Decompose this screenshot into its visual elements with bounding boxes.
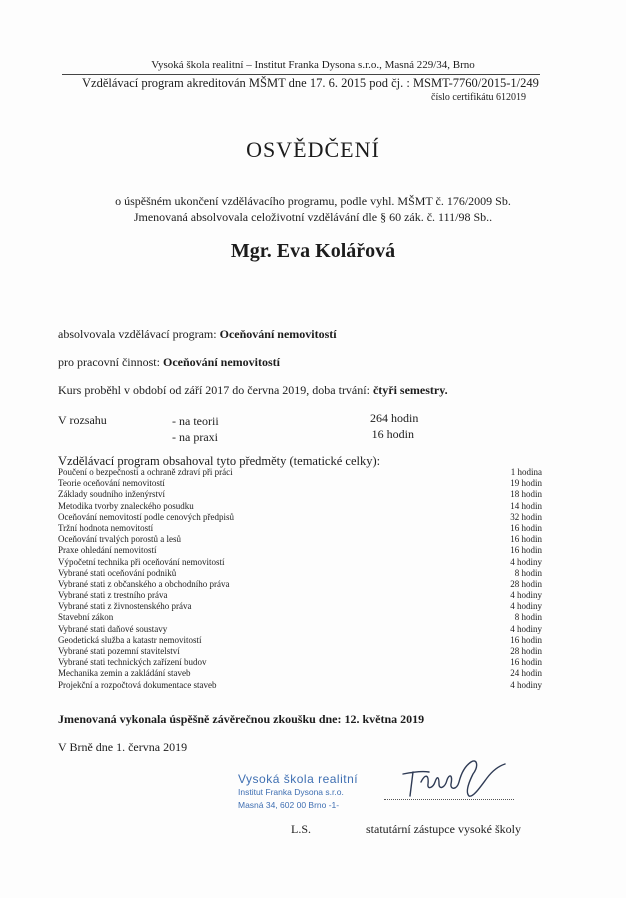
theory-label: - na teorii <box>172 414 219 428</box>
subject-name: Vybrané stati oceňování podniků <box>58 567 177 578</box>
course-duration: čtyři semestry. <box>372 383 448 397</box>
activity-line <box>58 355 280 370</box>
subject-name: Vybrané stati pozemní stavitelství <box>58 646 180 656</box>
subject-name: Poučení o bezpečnosti a ochraně zdraví při práci <box>58 467 233 477</box>
subject-row <box>58 568 542 579</box>
subjects-header: Vzdělávací program obsahoval tyto předměty (tematické celky): <box>58 454 381 468</box>
practice-hours: 16 hodin <box>371 427 414 441</box>
header-rule <box>62 74 540 75</box>
course-line <box>58 383 448 398</box>
subject-hours: 16 hodin <box>510 545 542 556</box>
subject-row <box>58 512 542 523</box>
subject-name: Vybrané stati z občanského a obchodního práva <box>58 578 230 589</box>
subject-hours: 4 hodiny <box>510 556 542 567</box>
subject-row <box>58 590 542 601</box>
certificate-number: číslo certifikátu 612019 <box>431 92 526 103</box>
subject-row <box>58 478 542 489</box>
institution-header: Vysoká škola realitní – Institut Franka Dysona s.r.o., Masná 229/34, Brno <box>151 59 475 71</box>
subjects-list <box>58 467 542 691</box>
subject-hours: 16 hodin <box>510 522 542 533</box>
recipient-name: Mgr. Eva Kolářová <box>230 240 396 262</box>
issue-date: V Brně dne 1. června 2019 <box>58 740 188 754</box>
subject-row <box>58 657 542 668</box>
subject-hours: 8 hodin <box>514 612 542 623</box>
subject-row <box>58 601 542 612</box>
signature-line <box>384 799 514 800</box>
activity-label: pro pracovní činnost: <box>58 355 163 369</box>
subject-name: Metodika tvorby znaleckého posudku <box>58 500 194 511</box>
subject-name: Výpočetní technika při oceňování nemovitostí <box>58 556 225 567</box>
ls-mark: L.S. <box>291 822 312 836</box>
subject-hours: 16 hodin <box>510 657 542 668</box>
subject-name: Vybrané stati daňové soustavy <box>58 623 168 634</box>
stamp-line-2: Institut Franka Dysona s.r.o. <box>238 787 344 797</box>
intro-line-1: o úspěšném ukončení vzdělávacího programu, podle vyhl. MŠMT č. 176/2009 Sb. <box>115 194 511 208</box>
subject-hours: 14 hodin <box>510 500 542 511</box>
subject-name: Stavební zákon <box>58 612 114 623</box>
subject-hours: 1 hodina <box>510 467 542 477</box>
subject-name: Praxe ohledání nemovitostí <box>58 545 157 556</box>
subject-hours: 16 hodin <box>510 534 542 545</box>
subject-name: Vybrané stati technických zařízení budov <box>58 657 207 668</box>
subject-name: Geodetická služba a katastr nemovitostí <box>58 634 202 645</box>
program-value: Oceňování nemovitostí <box>219 327 337 341</box>
subject-hours: 4 hodiny <box>510 679 542 690</box>
subject-row <box>58 545 542 556</box>
subject-row <box>58 668 542 679</box>
subject-row <box>58 523 542 534</box>
exam-label: Jmenovaná vykonala úspěšně závěrečnou zkoušku dne: <box>58 712 345 726</box>
intro-line-2: Jmenovaná absolvovala celoživotní vzdělávání dle § 60 zák. č. 111/98 Sb.. <box>133 210 493 224</box>
course-label: Kurs proběhl v období od září 2017 do června 2019, doba trvání: <box>58 383 373 397</box>
subject-hours: 18 hodin <box>510 489 542 500</box>
activity-value: Oceňování nemovitostí <box>162 355 280 369</box>
subject-name: Vybrané stati z živnostenského práva <box>58 601 192 612</box>
subject-hours: 32 hodin <box>510 511 542 522</box>
subject-row <box>58 489 542 500</box>
subject-name: Oceňování nemovitostí podle cenových předpisů <box>58 511 234 522</box>
subject-hours: 24 hodin <box>510 668 542 679</box>
subject-row <box>58 467 542 478</box>
handwritten-signature <box>395 752 515 800</box>
practice-label: - na praxi <box>172 430 218 444</box>
program-label: absolvovala vzdělávací program: <box>58 327 220 341</box>
stamp-line-1: Vysoká škola realitní <box>238 772 359 786</box>
stamp-line-3: Masná 34, 602 00 Brno -1- <box>238 800 340 810</box>
subject-hours: 4 hodiny <box>510 590 542 601</box>
program-line <box>58 327 337 342</box>
subject-hours: 28 hodin <box>510 578 542 589</box>
document-title: OSVĚDČENÍ <box>246 137 380 162</box>
accreditation-line: Vzdělávací program akreditován MŠMT dne 17. 6. 2015 pod čj. : MSMT-7760/2015-1/249 <box>82 76 539 90</box>
subject-name: Oceňování trvalých porostů a lesů <box>58 534 181 545</box>
subject-hours: 28 hodin <box>510 646 542 656</box>
subject-row <box>58 501 542 512</box>
subject-name: Základy soudního inženýrství <box>58 489 165 500</box>
subject-row <box>58 612 542 623</box>
signatory-role: statutární zástupce vysoké školy <box>366 822 521 836</box>
exam-date: 12. května 2019 <box>344 712 425 726</box>
subject-row <box>58 579 542 590</box>
subject-row <box>58 680 542 691</box>
scope-label: V rozsahu <box>58 413 107 427</box>
subject-name: Mechanika zemin a zakládání staveb <box>58 668 191 679</box>
subject-row <box>58 534 542 545</box>
subject-name: Teorie oceňování nemovitostí <box>58 478 165 489</box>
subject-row <box>58 646 542 657</box>
subject-row <box>58 635 542 646</box>
subject-hours: 4 hodiny <box>510 601 542 612</box>
subject-name: Projekční a rozpočtová dokumentace staveb <box>58 679 217 690</box>
subject-row <box>58 624 542 635</box>
subject-row <box>58 557 542 568</box>
subject-hours: 8 hodin <box>514 567 542 578</box>
subject-name: Tržní hodnota nemovitostí <box>58 522 154 533</box>
exam-line <box>58 712 424 727</box>
subject-hours: 16 hodin <box>510 634 542 645</box>
theory-hours: 264 hodin <box>370 411 419 425</box>
subject-hours: 4 hodiny <box>510 623 542 634</box>
subject-name: Vybrané stati z trestního práva <box>58 590 168 601</box>
subject-hours: 19 hodin <box>510 478 542 489</box>
